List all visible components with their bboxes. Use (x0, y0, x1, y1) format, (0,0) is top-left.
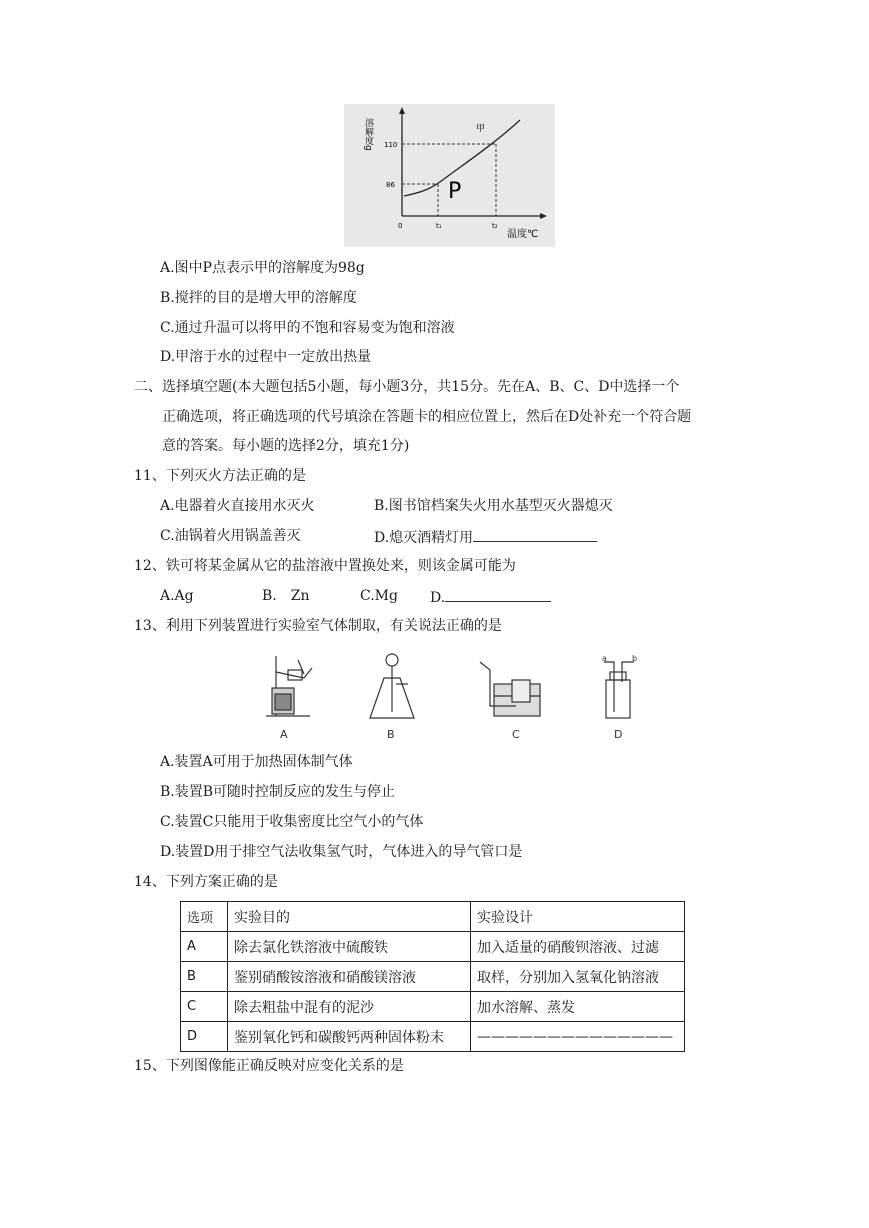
q11-option-d-text: D.熄灭酒精灯用 (374, 530, 474, 546)
port-a-label: a (602, 654, 607, 663)
tick-110: 110 (384, 141, 398, 149)
q15-stem: 15、下列图像能正确反映对应变化关系的是 (134, 1058, 404, 1074)
apparatus-label-a: A (280, 728, 288, 741)
table-row (181, 992, 685, 1022)
row-purpose: 鉴别氧化钙和碳酸钙两种固体粉末 (228, 1022, 471, 1052)
apparatus-figure (258, 648, 648, 746)
q12-option-d-text: D. (430, 590, 446, 606)
row-option: D (181, 1022, 228, 1052)
row-design: 加入适量的硝酸钡溶液、过滤 (471, 932, 685, 962)
row-option: A (181, 932, 228, 962)
row-design: 取样，分别加入氢氧化钠溶液 (471, 962, 685, 992)
header-design: 实验设计 (471, 902, 685, 932)
q13-stem: 13、利用下列装置进行实验室气体制取，有关说法正确的是 (134, 618, 502, 634)
row-purpose: 鉴别硝酸铵溶液和硝酸镁溶液 (228, 962, 471, 992)
t2-label: t₂ (492, 222, 498, 230)
solubility-graph (344, 104, 555, 247)
q12-answer-blank[interactable] (445, 587, 551, 602)
row-purpose: 除去粗盐中混有的泥沙 (228, 992, 471, 1022)
q11-stem: 11、下列灭火方法正确的是 (134, 468, 306, 484)
header-option: 选项 (181, 902, 228, 932)
row-design: 加水溶解、蒸发 (471, 992, 685, 1022)
section2-line3: 意的答案。每小题的选择2分，填充1分) (162, 438, 410, 454)
q13-option-d: D.装置D用于排空气法收集氢气时，气体进入的导气管口是 (160, 844, 523, 860)
curve-label: 甲 (476, 124, 486, 134)
q10-option-b: B.搅拌的目的是增大甲的溶解度 (160, 290, 357, 306)
origin-label: 0 (398, 222, 403, 230)
x-axis-label: 温度℃ (507, 229, 539, 240)
tick-86: 86 (386, 181, 395, 189)
apparatus-a (266, 656, 312, 716)
t1-label: t₁ (436, 222, 442, 230)
solubility-curve (404, 120, 520, 196)
q10-option-d: D.甲溶于水的过程中一定放出热量 (160, 349, 372, 365)
section2-line1: 二、选择填空题(本大题包括5小题，每小题3分，共15分。先在A、B、C、D中选择一个 (134, 379, 680, 395)
q11-option-d (374, 527, 597, 547)
q13-option-b: B.装置B可随时控制反应的发生与停止 (160, 784, 396, 800)
row-design: —————————————— (471, 1022, 685, 1052)
q12-stem: 12、铁可将某金属从它的盐溶液中置换处来，则该金属可能为 (134, 558, 516, 574)
apparatus-c (480, 662, 540, 716)
q12-option-c: C.Mg (360, 588, 398, 604)
apparatus-label-b: B (387, 728, 395, 741)
q10-option-c: C.通过升温可以将甲的不饱和容易变为饱和溶液 (160, 320, 455, 336)
point-p-label: P (448, 179, 462, 204)
q12-option-b: B. Zn (262, 588, 310, 604)
q11-option-a: A.电器着火直接用水灭火 (160, 498, 315, 514)
q12-option-a: A.Ag (160, 588, 194, 604)
q10-option-a: A.图中P点表示甲的溶解度为98g (160, 260, 365, 276)
apparatus-label-c: C (512, 728, 520, 741)
row-option: C (181, 992, 228, 1022)
q13-option-a: A.装置A可用于加热固体制气体 (160, 754, 353, 770)
q11-option-b: B.图书馆档案失火用水基型灭火器熄灭 (374, 498, 613, 514)
q12-option-d (430, 587, 551, 607)
apparatus-b (370, 654, 414, 718)
header-purpose: 实验目的 (228, 902, 471, 932)
row-option: B (181, 962, 228, 992)
q11-answer-blank[interactable] (473, 527, 597, 542)
row-purpose: 除去氯化铁溶液中硫酸铁 (228, 932, 471, 962)
section2-line2: 正确选项，将正确选项的代号填涂在答题卡的相应位置上，然后在D处补充一个符合题 (162, 409, 692, 425)
q13-option-c: C.装置C只能用于收集密度比空气小的气体 (160, 814, 424, 830)
table-header-row (181, 902, 685, 932)
table-row (181, 932, 685, 962)
y-axis-label: 溶解度g (363, 118, 373, 151)
q11-option-c: C.油锅着火用锅盖善灭 (160, 528, 301, 544)
port-b-label: b (632, 654, 638, 663)
q14-stem: 14、下列方案正确的是 (134, 874, 278, 890)
apparatus-d (604, 662, 634, 718)
apparatus-label-d: D (614, 728, 623, 741)
table-row (181, 962, 685, 992)
table-row (181, 1022, 685, 1052)
q14-table (180, 901, 685, 1052)
